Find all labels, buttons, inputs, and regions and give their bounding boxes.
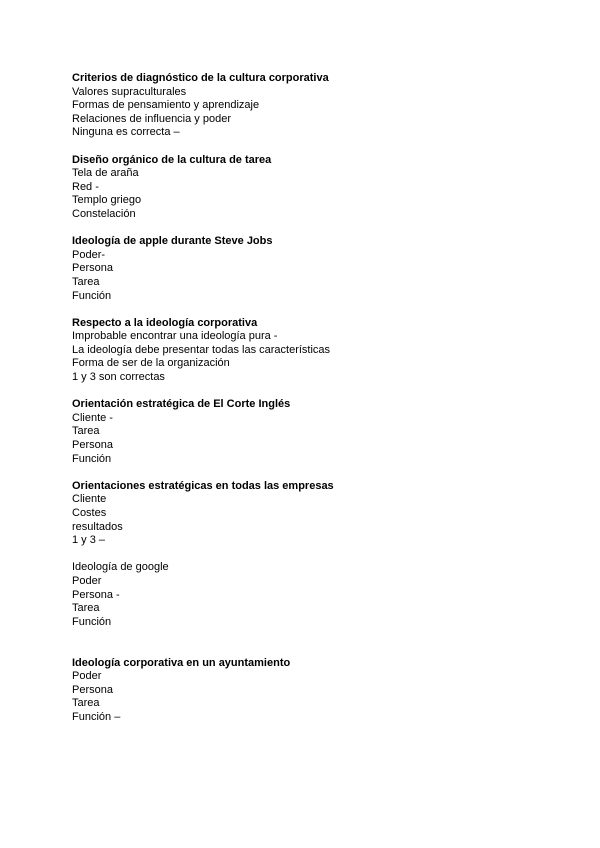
answer-option: Tarea <box>72 697 100 710</box>
blank-line <box>72 222 542 236</box>
blank-line <box>72 548 542 562</box>
answer-option: Función <box>72 615 112 628</box>
answer-option: Improbable encontrar una ideología pura - <box>72 330 278 343</box>
question-title: Respecto a la ideología corporativa <box>72 316 258 329</box>
blank-line <box>72 140 542 154</box>
question-block <box>72 154 542 222</box>
answer-option: Tarea <box>72 602 100 615</box>
question-title: Ideología de google <box>72 561 169 574</box>
answer-option: Formas de pensamiento y aprendizaje <box>72 99 260 112</box>
question-title: Orientaciones estratégicas en todas las empresas <box>72 479 334 492</box>
answer-option: Función <box>72 289 112 302</box>
answer-option: 1 y 3 son correctas <box>72 371 165 384</box>
question-title: Orientación estratégica de El Corte Inglés <box>72 398 291 411</box>
answer-option: Persona <box>72 439 113 452</box>
answer-option: Tarea <box>72 425 100 438</box>
question-title: Criterios de diagnóstico de la cultura corporativa <box>72 72 329 84</box>
question-block <box>72 657 542 725</box>
question-block <box>72 561 542 629</box>
answer-option: Poder- <box>72 248 106 261</box>
blank-line <box>72 629 542 656</box>
answer-option: Tela de araña <box>72 167 139 180</box>
answer-option: Función <box>72 452 112 465</box>
answer-option: Costes <box>72 507 107 519</box>
answer-option: Función – <box>72 710 121 723</box>
answer-option: 1 y 3 – <box>72 534 106 547</box>
question-title: Diseño orgánico de la cultura de tarea <box>72 153 272 166</box>
question-title: Ideología corporativa en un ayuntamiento <box>72 656 291 669</box>
answer-option: Forma de ser de la organización <box>72 357 230 370</box>
question-block <box>72 235 542 303</box>
blank-line <box>72 466 542 480</box>
answer-option: Tarea <box>72 275 100 288</box>
answer-option: Poder <box>72 574 102 587</box>
answer-option: Constelación <box>72 207 136 220</box>
blank-line <box>72 385 542 399</box>
question-block <box>72 317 542 385</box>
answer-option: Relaciones de influencia y poder <box>72 112 231 125</box>
blank-line <box>72 303 542 317</box>
answer-option: Valores supraculturales <box>72 85 187 98</box>
answer-option: Cliente - <box>72 411 113 424</box>
document-page <box>72 72 542 725</box>
answer-option: Persona <box>72 262 113 275</box>
answer-option: Cliente <box>72 493 107 506</box>
answer-option: Ninguna es correcta – <box>72 126 180 139</box>
answer-option: La ideología debe presentar todas las características <box>72 343 331 356</box>
answer-option: Persona - <box>72 588 120 601</box>
question-title: Ideología de apple durante Steve Jobs <box>72 235 273 248</box>
answer-option: Persona <box>72 683 113 696</box>
answer-option: Templo griego <box>72 194 142 207</box>
answer-option: Red - <box>72 180 99 193</box>
question-block <box>72 398 542 466</box>
question-block <box>72 480 542 548</box>
question-block <box>72 72 542 140</box>
answer-option: resultados <box>72 520 123 533</box>
answer-option: Poder <box>72 670 102 683</box>
